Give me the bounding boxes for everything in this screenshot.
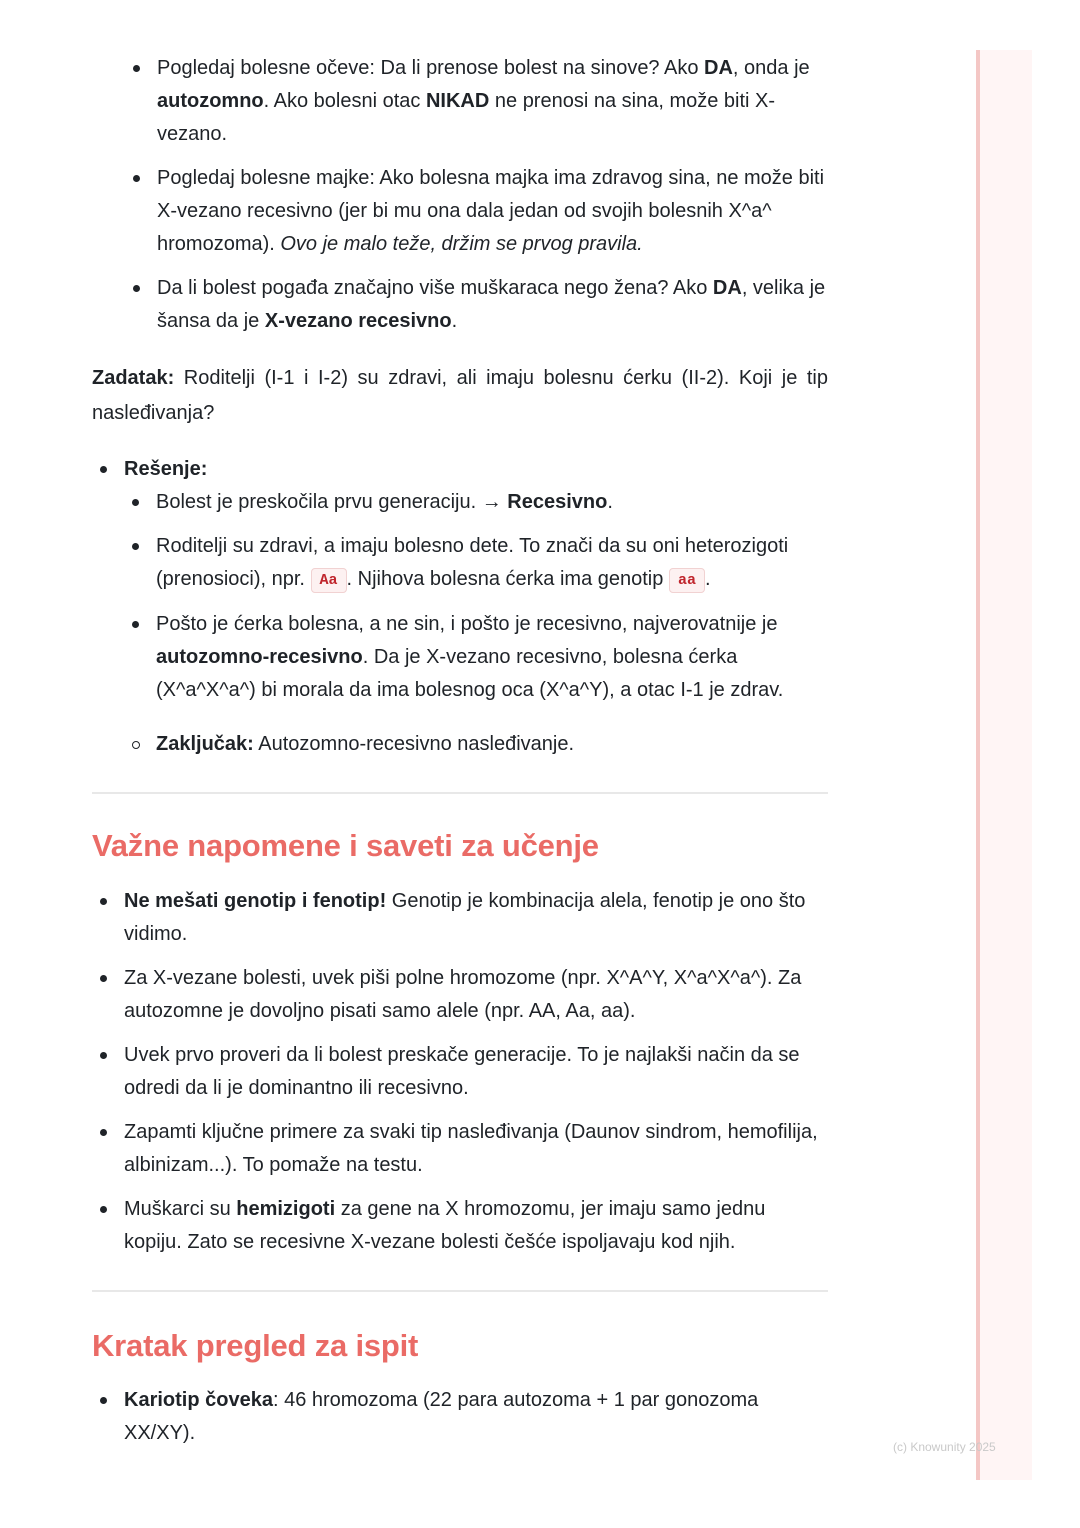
genotype-code: Aa — [311, 568, 347, 593]
list-item: Bolest je preskočila prvu generaciju. → Recesivno. — [124, 486, 828, 519]
solution-list — [92, 453, 828, 761]
genotype-code: aa — [669, 568, 705, 593]
list-item: Roditelji su zdravi, a imaju bolesno dete. To znači da su oni heterozigoti (prenosioci), npr. Aa . Njihova bolesna ćerka ima genotip aa . — [124, 530, 828, 597]
list-item: Pošto je ćerka bolesna, a ne sin, i pošto je recesivno, najverovatnije je autozomno-recesivno. Da je X-vezano recesivno, bolesna ćerka (X^a^X^a^) bi morala da ima bolesnog oca (X^a^Y), a otac I-1 je zdrav. — [124, 608, 828, 707]
section-heading: Kratak pregled za ispit — [92, 1328, 419, 1363]
list-item: Pogledaj bolesne majke: Ako bolesna majka ima zdravog sina, ne može biti X-vezano recesivno (jer bi mu ona dala jedan od svojih bolesnih X^a^ hromozoma). Ovo je malo teže, držim se prvog pravila. — [125, 162, 828, 261]
list-item: Rešenje: Bolest je preskočila prvu generaciju. → Recesivno. Roditelji su zdravi, a imaju bolesno dete. To znači da su oni heterozigoti (prenosioci), npr. Aa . Njihova bolesna ćerka ima genotip aa . Pošto je ćerka bolesna, a ne sin, i pošto je recesivno, najverovatnije je autozomno-recesivno. Da je X-vezano recesivno, bolesna ćerka (X^a^X^a^) bi morala da ima bolesnog oca (X^a^Y), a otac I-1 je zdrav. Zaključak: Autozomno-recesivno nasleđivanje. — [92, 453, 828, 761]
list-item: Pogledaj bolesne očeve: Da li prenose bolest na sinove? Ako DA, onda je autozomno. Ako bolesni otac NIKAD ne prenosi na sina, može biti X-vezano. — [125, 52, 828, 151]
list-item: Uvek prvo proveri da li bolest preskače generacije. To je najlakši način da se odredi da li je dominantno ili recesivno. — [92, 1039, 828, 1105]
tips-list — [92, 885, 828, 1259]
copyright-footer: (c) Knowunity 2025 — [893, 1440, 996, 1454]
task-paragraph: Zadatak: Roditelji (I-1 i I-2) su zdravi, ali imaju bolesnu ćerku (II-2). Koji je tip nasleđivanja? — [92, 367, 828, 424]
list-item: Za X-vezane bolesti, uvek piši polne hromozome (npr. X^A^Y, X^a^X^a^). Za autozomne je dovoljno pisati samo alele (npr. AA, Aa, aa). — [92, 962, 828, 1028]
section-heading: Važne napomene i saveti za učenje — [92, 828, 599, 863]
document-content — [92, 48, 828, 1450]
divider — [92, 1290, 828, 1292]
list-item: Ne mešati genotip i fenotip! Genotip je kombinacija alela, fenotip je ono što vidimo. — [92, 885, 828, 951]
rules-list — [92, 52, 828, 338]
list-item: Da li bolest pogađa značajno više muškaraca nego žena? Ako DA, velika je šansa da je X-vezano recesivno. — [125, 272, 828, 338]
solution-sublist — [124, 486, 828, 761]
sidebar-accent-line — [976, 50, 980, 1480]
conclusion-item: Zaključak: Autozomno-recesivno nasleđivanje. — [124, 728, 828, 761]
list-item: Muškarci su hemizigoti za gene na X hromozomu, jer imaju samo jednu kopiju. Zato se recesivne X-vezane bolesti češće ispoljavaju kod njih. — [92, 1193, 828, 1259]
summary-list — [92, 1384, 828, 1450]
list-item: Kariotip čoveka: 46 hromozoma (22 para autozoma + 1 par gonozoma XX/XY). — [92, 1384, 828, 1450]
divider — [92, 792, 828, 794]
sidebar-panel — [976, 50, 1032, 1480]
list-item: Zapamti ključne primere za svaki tip nasleđivanja (Daunov sindrom, hemofilija, albinizam...). To pomaže na testu. — [92, 1116, 828, 1182]
